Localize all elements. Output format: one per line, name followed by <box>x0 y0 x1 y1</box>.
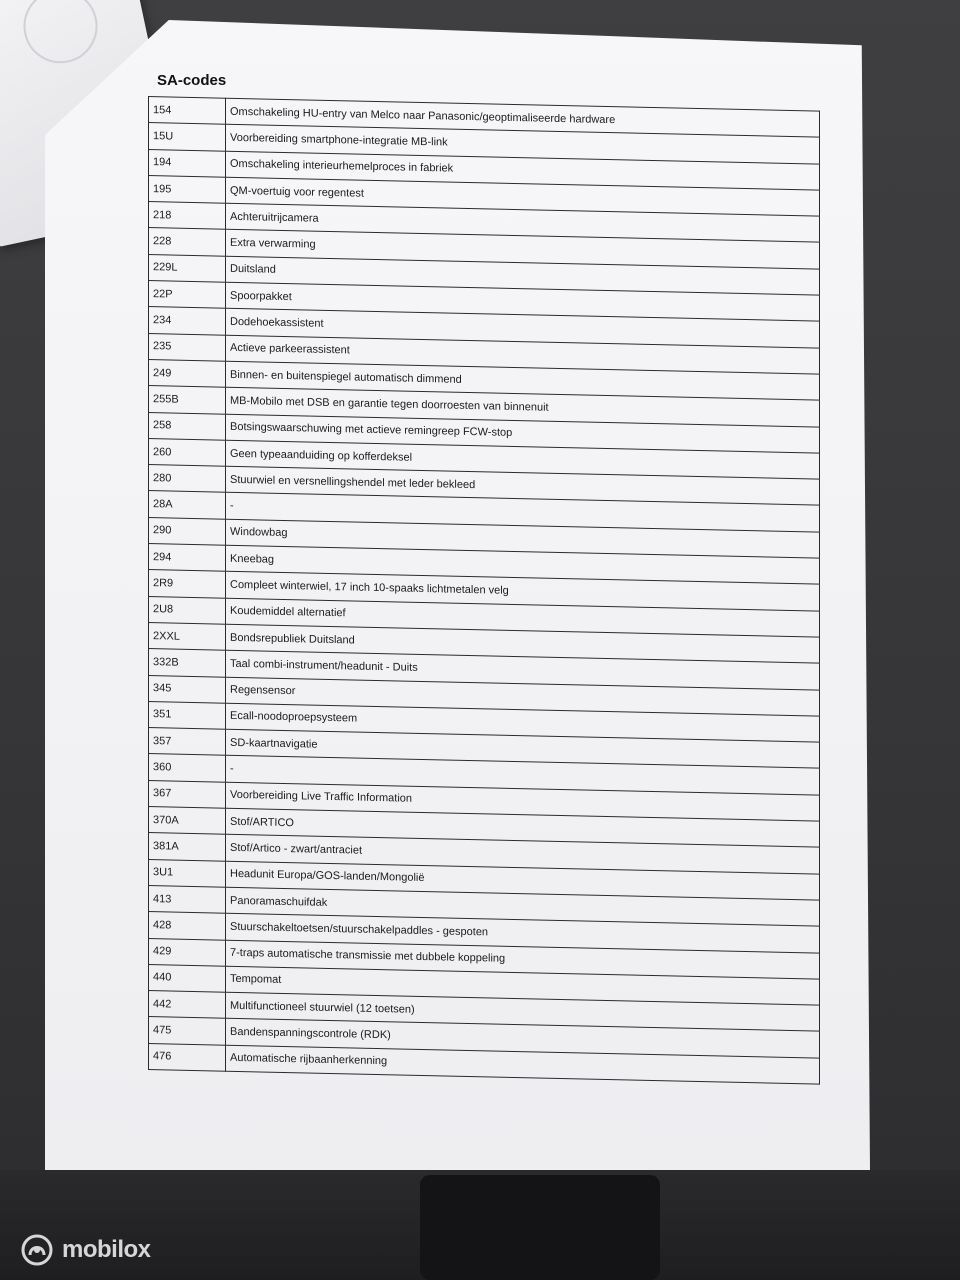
sa-codes-table <box>148 96 820 1085</box>
sa-code-cell: 28A <box>149 491 226 519</box>
description-cell: Bandenspanningscontrole (RDK) <box>226 1019 820 1058</box>
sa-code-cell: 351 <box>149 701 226 729</box>
sa-code-cell: 367 <box>149 780 226 808</box>
sa-code-cell: 290 <box>149 517 226 545</box>
description-cell: Botsingswaarschuwing met actieve remingreep FCW-stop <box>226 414 820 453</box>
sa-code-cell: 476 <box>149 1043 226 1071</box>
watermark <box>20 1233 151 1267</box>
description-cell: Tempomat <box>226 966 820 1005</box>
description-cell: MB-Mobilo met DSB en garantie tegen doorroesten van binnenuit <box>226 387 820 426</box>
watermark-text: mobilox <box>62 1236 151 1263</box>
description-cell: Achteruitrijcamera <box>226 203 820 242</box>
description-cell: - <box>226 493 820 532</box>
sa-code-cell: 260 <box>149 438 226 466</box>
sa-code-cell: 235 <box>149 333 226 361</box>
floor-shadow <box>420 1175 660 1280</box>
document-title: SA-codes <box>157 72 227 89</box>
sa-code-cell: 2R9 <box>149 570 226 598</box>
description-cell: Windowbag <box>226 519 820 558</box>
description-cell: Duitsland <box>226 256 820 295</box>
logo-circle-icon <box>17 0 105 70</box>
sa-code-cell: 2XXL <box>149 622 226 650</box>
sa-codes-table-body <box>149 97 820 1085</box>
description-cell: Voorbereiding smartphone-integratie MB-link <box>226 124 820 163</box>
sa-code-cell: 229L <box>149 254 226 282</box>
sa-code-cell: 228 <box>149 228 226 256</box>
sa-code-cell: 332B <box>149 649 226 677</box>
description-cell: Geen typeaanduiding op kofferdeksel <box>226 440 820 479</box>
sa-code-cell: 195 <box>149 175 226 203</box>
sa-code-cell: 294 <box>149 544 226 572</box>
description-cell: QM-voertuig voor regentest <box>226 177 820 216</box>
sa-code-cell: 258 <box>149 412 226 440</box>
mobilox-logo-icon <box>20 1233 54 1267</box>
description-cell: Bondsrepubliek Duitsland <box>226 624 820 663</box>
description-cell: Stof/ARTICO <box>226 808 820 847</box>
description-cell: Ecall-noodoproepsysteem <box>226 703 820 742</box>
sa-code-cell: 255B <box>149 386 226 414</box>
sa-code-cell: 440 <box>149 964 226 992</box>
description-cell: Taal combi-instrument/headunit - Duits <box>226 650 820 689</box>
description-cell: Multifunctioneel stuurwiel (12 toetsen) <box>226 992 820 1031</box>
sa-code-cell: 475 <box>149 1017 226 1045</box>
description-cell: Panoramaschuifdak <box>226 887 820 926</box>
sa-code-cell: 429 <box>149 938 226 966</box>
sa-code-cell: 280 <box>149 465 226 493</box>
description-cell: Dodehoekassistent <box>226 309 820 348</box>
sa-code-cell: 357 <box>149 728 226 756</box>
sa-code-cell: 22P <box>149 281 226 309</box>
description-cell: Stuurwiel en versnellingshendel met leder bekleed <box>226 466 820 505</box>
sa-code-cell: 381A <box>149 833 226 861</box>
sa-codes-table-wrap <box>148 96 820 1085</box>
sa-code-cell: 234 <box>149 307 226 335</box>
description-cell: Headunit Europa/GOS-landen/Mongolië <box>226 861 820 900</box>
description-cell: Spoorpakket <box>226 282 820 321</box>
sa-code-cell: 345 <box>149 675 226 703</box>
description-cell: Kneebag <box>226 545 820 584</box>
description-cell: Automatische rijbaanherkenning <box>226 1045 820 1084</box>
description-cell: Stuurschakeltoetsen/stuurschakelpaddles - gespoten <box>226 913 820 952</box>
description-cell: Compleet winterwiel, 17 inch 10-spaaks lichtmetalen velg <box>226 572 820 611</box>
sa-code-cell: 194 <box>149 149 226 177</box>
description-cell: Actieve parkeerassistent <box>226 335 820 374</box>
description-cell: Omschakeling interieurhemelproces in fabriek <box>226 151 820 190</box>
description-cell: Binnen- en buitenspiegel automatisch dimmend <box>226 361 820 400</box>
sa-code-cell: 249 <box>149 359 226 387</box>
description-cell: SD-kaartnavigatie <box>226 729 820 768</box>
description-cell: Regensensor <box>226 677 820 716</box>
description-cell: Omschakeling HU-entry van Melco naar Panasonic/geoptimaliseerde hardware <box>226 98 820 137</box>
description-cell: Stof/Artico - zwart/antraciet <box>226 835 820 874</box>
sa-code-cell: 360 <box>149 754 226 782</box>
sa-code-cell: 428 <box>149 912 226 940</box>
sa-code-cell: 442 <box>149 991 226 1019</box>
sa-code-cell: 370A <box>149 807 226 835</box>
sa-code-cell: 218 <box>149 202 226 230</box>
description-cell: Koudemiddel alternatief <box>226 598 820 637</box>
sa-code-cell: 3U1 <box>149 859 226 887</box>
description-cell: - <box>226 756 820 795</box>
description-cell: Extra verwarming <box>226 230 820 269</box>
sa-code-cell: 2U8 <box>149 596 226 624</box>
sa-code-cell: 15U <box>149 123 226 151</box>
description-cell: Voorbereiding Live Traffic Information <box>226 782 820 821</box>
description-cell: 7-traps automatische transmissie met dubbele koppeling <box>226 940 820 979</box>
sa-code-cell: 154 <box>149 97 226 125</box>
sa-code-cell: 413 <box>149 885 226 913</box>
